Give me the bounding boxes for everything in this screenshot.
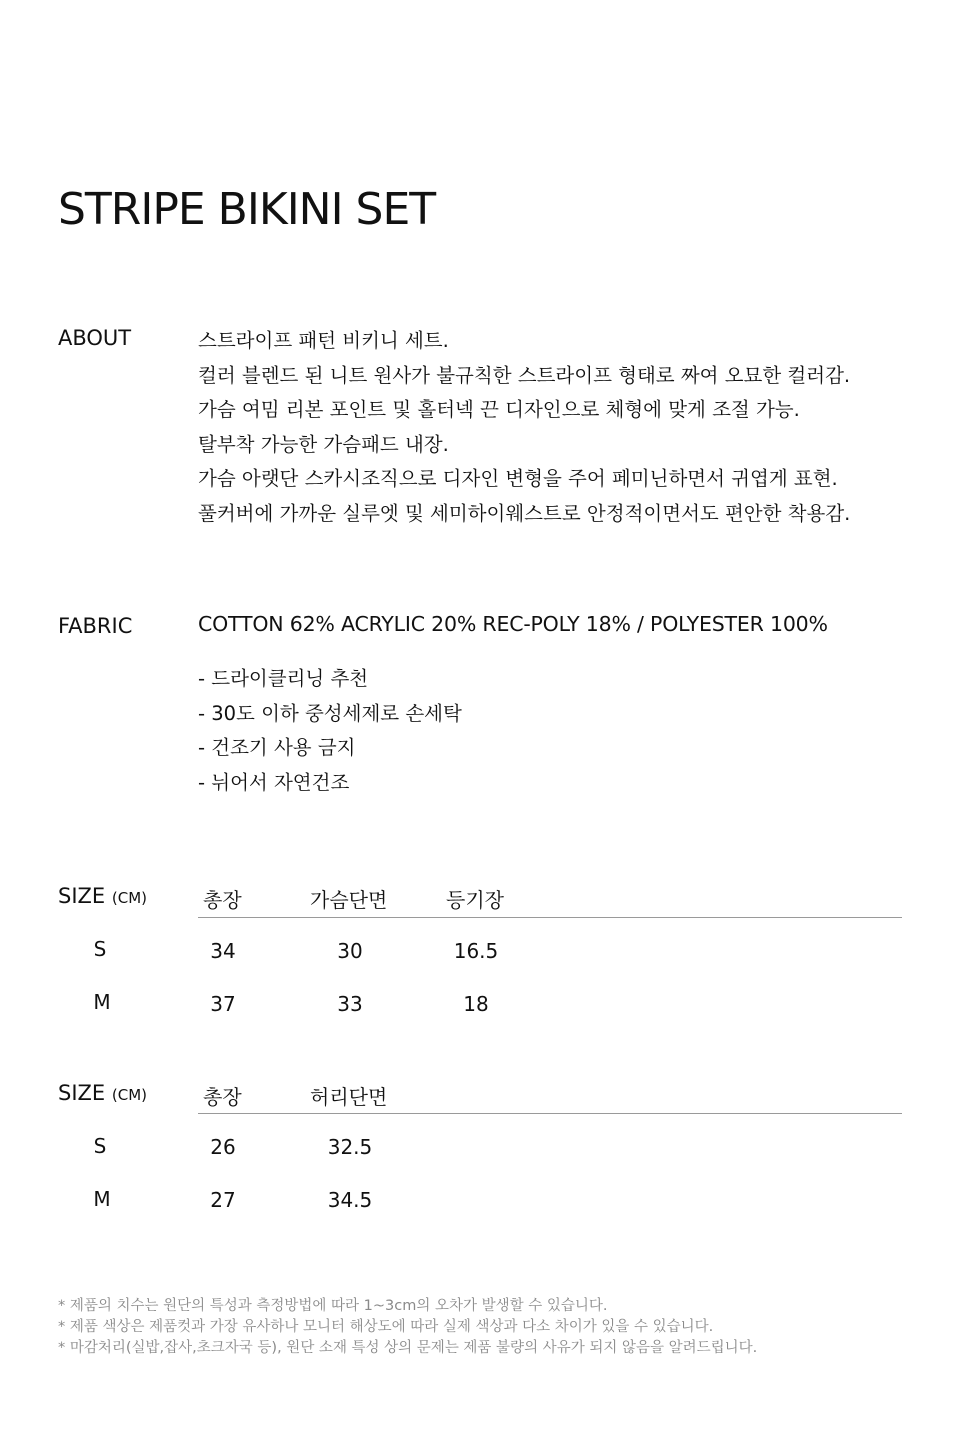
size-bottom-row-s-size: S [93, 1134, 107, 1158]
about-line: 가슴 아랫단 스카시조직으로 디자인 변형을 주어 페미닌하면서 귀엽게 표현. [198, 467, 838, 490]
care-instructions [198, 662, 462, 800]
size-unit: (CM) [111, 889, 147, 907]
size-top-header-chest: 가슴단면 [310, 888, 388, 912]
size-bottom-row-m-size: M [93, 1187, 111, 1211]
care-item: - 30도 이하 중성세제로 손세탁 [198, 701, 462, 725]
footnote: * 제품 색상은 제품컷과 가장 유사하나 모니터 해상도에 따라 실제 색상과 다소 차이가 있을 수 있습니다. [58, 1319, 714, 1335]
about-description [198, 324, 938, 531]
size-top-label [58, 884, 147, 908]
care-item: - 뉘어서 자연건조 [198, 770, 350, 794]
footnotes [58, 1296, 757, 1359]
size-bottom-row-m-waist: 34.5 [327, 1188, 373, 1212]
size-bottom-header-length: 총장 [203, 1085, 242, 1109]
fabric-composition: COTTON 62% ACRYLIC 20% REC-POLY 18% / POLYESTER 100% [198, 612, 828, 636]
size-bottom-row-s-waist: 32.5 [327, 1135, 373, 1159]
size-bottom-divider [198, 1113, 902, 1114]
size-bottom-row-s-length: 26 [210, 1135, 236, 1159]
about-line: 탈부착 가능한 가슴패드 내장. [198, 432, 449, 456]
size-top-row-m-chest: 33 [337, 992, 363, 1016]
about-line: 풀커버에 가까운 실루엣 및 세미하이웨스트로 안정적이면서도 편안한 착용감. [198, 501, 851, 525]
footnote: * 제품의 치수는 원단의 특성과 측정방법에 따라 1~3cm의 오차가 발생할 수 있습니다. [58, 1298, 608, 1314]
size-top-row-m-size: M [93, 990, 111, 1014]
size-unit: (CM) [111, 1086, 147, 1104]
about-label: ABOUT [58, 326, 132, 350]
footnote: * 마감처리(실밥,잡사,초크자국 등), 원단 소재 특성 상의 문제는 제품 불량의 사유가 되지 않음을 알려드립니다. [58, 1340, 758, 1356]
care-item: - 건조기 사용 금지 [198, 736, 356, 759]
size-label-text: SIZE [58, 884, 106, 908]
size-top-header-length: 총장 [203, 888, 242, 912]
size-bottom-row-m-length: 27 [210, 1188, 236, 1212]
size-top-row-s-chest: 30 [337, 939, 363, 963]
product-title: STRIPE BIKINI SET [58, 184, 436, 235]
size-top-row-m-length: 37 [210, 992, 236, 1016]
size-bottom-label [58, 1081, 147, 1105]
fabric-label: FABRIC [58, 614, 133, 638]
size-top-row-s-back: 16.5 [453, 939, 499, 963]
care-item: - 드라이클리닝 추천 [198, 667, 369, 690]
size-bottom-header-waist: 허리단면 [310, 1085, 388, 1109]
size-top-header-back: 등기장 [446, 888, 504, 912]
size-top-row-s-length: 34 [210, 939, 236, 963]
size-top-divider [198, 917, 902, 918]
about-line: 컬러 블렌드 된 니트 원사가 불규칙한 스트라이프 형태로 짜여 오묘한 컬러감. [198, 363, 851, 387]
size-label-text: SIZE [58, 1081, 106, 1105]
size-top-row-m-back: 18 [463, 992, 489, 1016]
about-line: 스트라이프 패턴 비키니 세트. [198, 329, 449, 352]
size-top-row-s-size: S [93, 937, 107, 961]
about-line: 가슴 여밈 리본 포인트 및 홀터넥 끈 디자인으로 체형에 맞게 조절 가능. [198, 398, 800, 421]
